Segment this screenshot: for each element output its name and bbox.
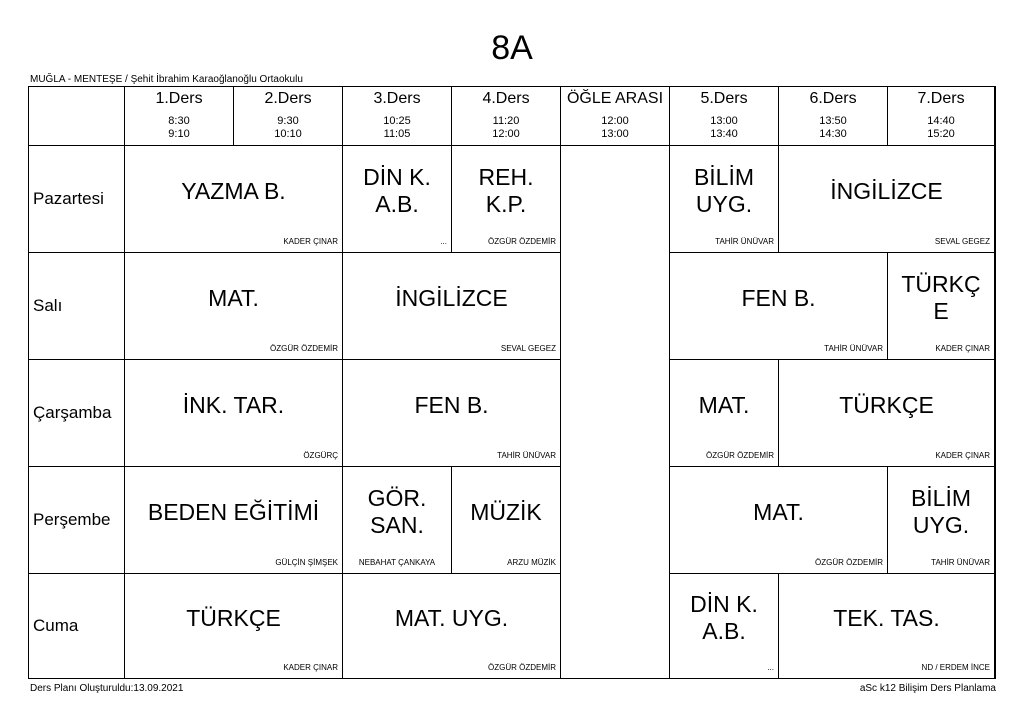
period-end-time: 14:30 (819, 128, 847, 140)
created-date: Ders Planı Oluşturuldu:13.09.2021 (30, 683, 184, 694)
period-end-time: 13:00 (601, 128, 629, 140)
day-label: Çarşamba (33, 403, 112, 422)
lesson-cell (888, 253, 995, 360)
period-name: 1.Ders (155, 90, 203, 107)
lesson-subject: TÜRKÇE (186, 604, 281, 631)
period-end-time: 10:10 (274, 128, 302, 140)
header-corner (29, 87, 125, 146)
period-end-time: 13:40 (710, 128, 738, 140)
period-start-time: 8:30 (168, 115, 190, 127)
lesson-subject: İNK. TAR. (182, 391, 285, 418)
period-start-time: 10:25 (383, 115, 411, 127)
lesson-subject: BİLİM UYG. (910, 485, 972, 538)
day-label: Cuma (33, 616, 79, 635)
lesson-teacher: KADER ÇINAR (935, 344, 990, 353)
period-name: 6.Ders (809, 90, 857, 107)
lesson-cell (125, 146, 343, 253)
period-header (561, 87, 670, 146)
lesson-teacher: KADER ÇINAR (283, 237, 338, 246)
day-label: Salı (33, 296, 63, 315)
period-end-time: 15:20 (927, 128, 955, 140)
period-header (125, 87, 234, 146)
day-cell (29, 146, 125, 253)
lesson-subject: BEDEN EĞİTİMİ (147, 498, 320, 525)
period-name: 5.Ders (700, 90, 748, 107)
lesson-cell (452, 146, 561, 253)
lesson-cell (125, 253, 343, 360)
period-start-time: 13:00 (710, 115, 738, 127)
period-header (779, 87, 888, 146)
school-name: MUĞLA - MENTEŞE / Şehit İbrahim Karaoğlanoğlu Ortaokulu (30, 74, 303, 85)
lesson-subject: MAT. (208, 284, 259, 311)
lesson-teacher: ÖZGÜR ÖZDEMİR (815, 558, 883, 567)
period-name: 2.Ders (264, 90, 312, 107)
period-header (888, 87, 995, 146)
lesson-cell (343, 253, 561, 360)
lesson-teacher: SEVAL GEGEZ (500, 344, 556, 353)
lesson-cell (670, 253, 888, 360)
lesson-subject: GÖR. SAN. (367, 485, 427, 538)
lesson-teacher: NEBAHAT ÇANKAYA (358, 558, 436, 567)
lesson-teacher: ÖZGÜR ÖZDEMİR (270, 344, 338, 353)
lesson-teacher: ÖZGÜR ÖZDEMİR (488, 663, 556, 672)
period-start-time: 11:20 (492, 115, 520, 127)
lesson-cell (779, 146, 995, 253)
lesson-teacher: TAHİR ÜNÜVAR (715, 237, 774, 246)
period-header (452, 87, 561, 146)
period-name: 7.Ders (917, 90, 965, 107)
period-start-time: 13:50 (819, 115, 847, 127)
lesson-subject: DİN K. A.B. (363, 164, 431, 217)
lesson-cell (779, 574, 995, 679)
period-end-time: 9:10 (168, 128, 190, 140)
lesson-cell (343, 360, 561, 467)
period-name: ÖĞLE ARASI (566, 90, 664, 107)
period-start-time: 14:40 (927, 115, 955, 127)
period-start-time: 12:00 (601, 115, 629, 127)
day-cell (29, 360, 125, 467)
day-label: Pazartesi (33, 189, 104, 208)
lesson-teacher: SEVAL GEGEZ (934, 237, 990, 246)
period-end-time: 11:05 (383, 128, 411, 140)
lesson-cell (125, 574, 343, 679)
lesson-teacher: ... (440, 237, 447, 246)
lesson-cell (343, 146, 452, 253)
lesson-teacher: ARZU MÜZİK (507, 558, 556, 567)
period-end-time: 12:00 (492, 128, 520, 140)
lesson-teacher: TAHİR ÜNÜVAR (824, 344, 883, 353)
lesson-cell (343, 467, 452, 574)
lesson-teacher: ... (767, 663, 774, 672)
lesson-cell (888, 467, 995, 574)
lesson-cell (452, 467, 561, 574)
day-cell (29, 574, 125, 679)
lesson-teacher: TAHİR ÜNÜVAR (497, 451, 556, 460)
period-start-time: 9:30 (277, 115, 299, 127)
timetable-grid (28, 86, 996, 679)
lesson-cell (779, 360, 995, 467)
software-credit: aSc k12 Bilişim Ders Planlama (859, 683, 996, 694)
lesson-cell (670, 574, 779, 679)
lesson-teacher: ND / ERDEM İNCE (921, 663, 990, 672)
lesson-cell (125, 360, 343, 467)
day-cell (29, 467, 125, 574)
lesson-subject: TEK. TAS. (833, 604, 940, 631)
lesson-subject: MAT. (698, 391, 750, 418)
lesson-cell (670, 467, 888, 574)
lesson-subject: MAT. (753, 498, 804, 525)
lesson-teacher: KADER ÇINAR (935, 451, 990, 460)
lesson-teacher: ÖZGÜRÇ (303, 451, 338, 460)
lesson-subject: FEN B. (741, 284, 816, 311)
lesson-teacher: KADER ÇINAR (283, 663, 338, 672)
lesson-subject: DİN K. A.B. (690, 591, 758, 644)
lesson-subject: BİLİM UYG. (693, 164, 755, 217)
page-title: 8A (491, 29, 533, 67)
day-label: Perşembe (33, 510, 111, 529)
lesson-subject: MAT. UYG. (394, 604, 509, 631)
period-header (234, 87, 343, 146)
lesson-subject: MÜZİK (470, 498, 542, 525)
lesson-subject: REH. K.P. (478, 164, 534, 217)
lesson-teacher: TAHİR ÜNÜVAR (931, 558, 990, 567)
lesson-subject: YAZMA B. (181, 177, 286, 204)
period-header (670, 87, 779, 146)
lesson-cell (343, 574, 561, 679)
lesson-cell (670, 146, 779, 253)
day-cell (29, 253, 125, 360)
period-header (343, 87, 452, 146)
lesson-teacher: ÖZGÜR ÖZDEMİR (706, 451, 774, 460)
lesson-teacher: GÜLÇİN ŞİMŞEK (275, 558, 338, 567)
lesson-subject: TÜRKÇ E (901, 271, 981, 324)
lunch-break-column (561, 146, 670, 679)
lesson-subject: TÜRKÇE (839, 391, 934, 418)
lesson-cell (670, 360, 779, 467)
period-name: 3.Ders (373, 90, 421, 107)
period-name: 4.Ders (482, 90, 530, 107)
lesson-teacher: ÖZGÜR ÖZDEMİR (488, 237, 556, 246)
lesson-subject: İNGİLİZCE (395, 284, 508, 311)
lesson-subject: İNGİLİZCE (830, 177, 943, 204)
lesson-subject: FEN B. (414, 391, 489, 418)
lesson-cell (125, 467, 343, 574)
